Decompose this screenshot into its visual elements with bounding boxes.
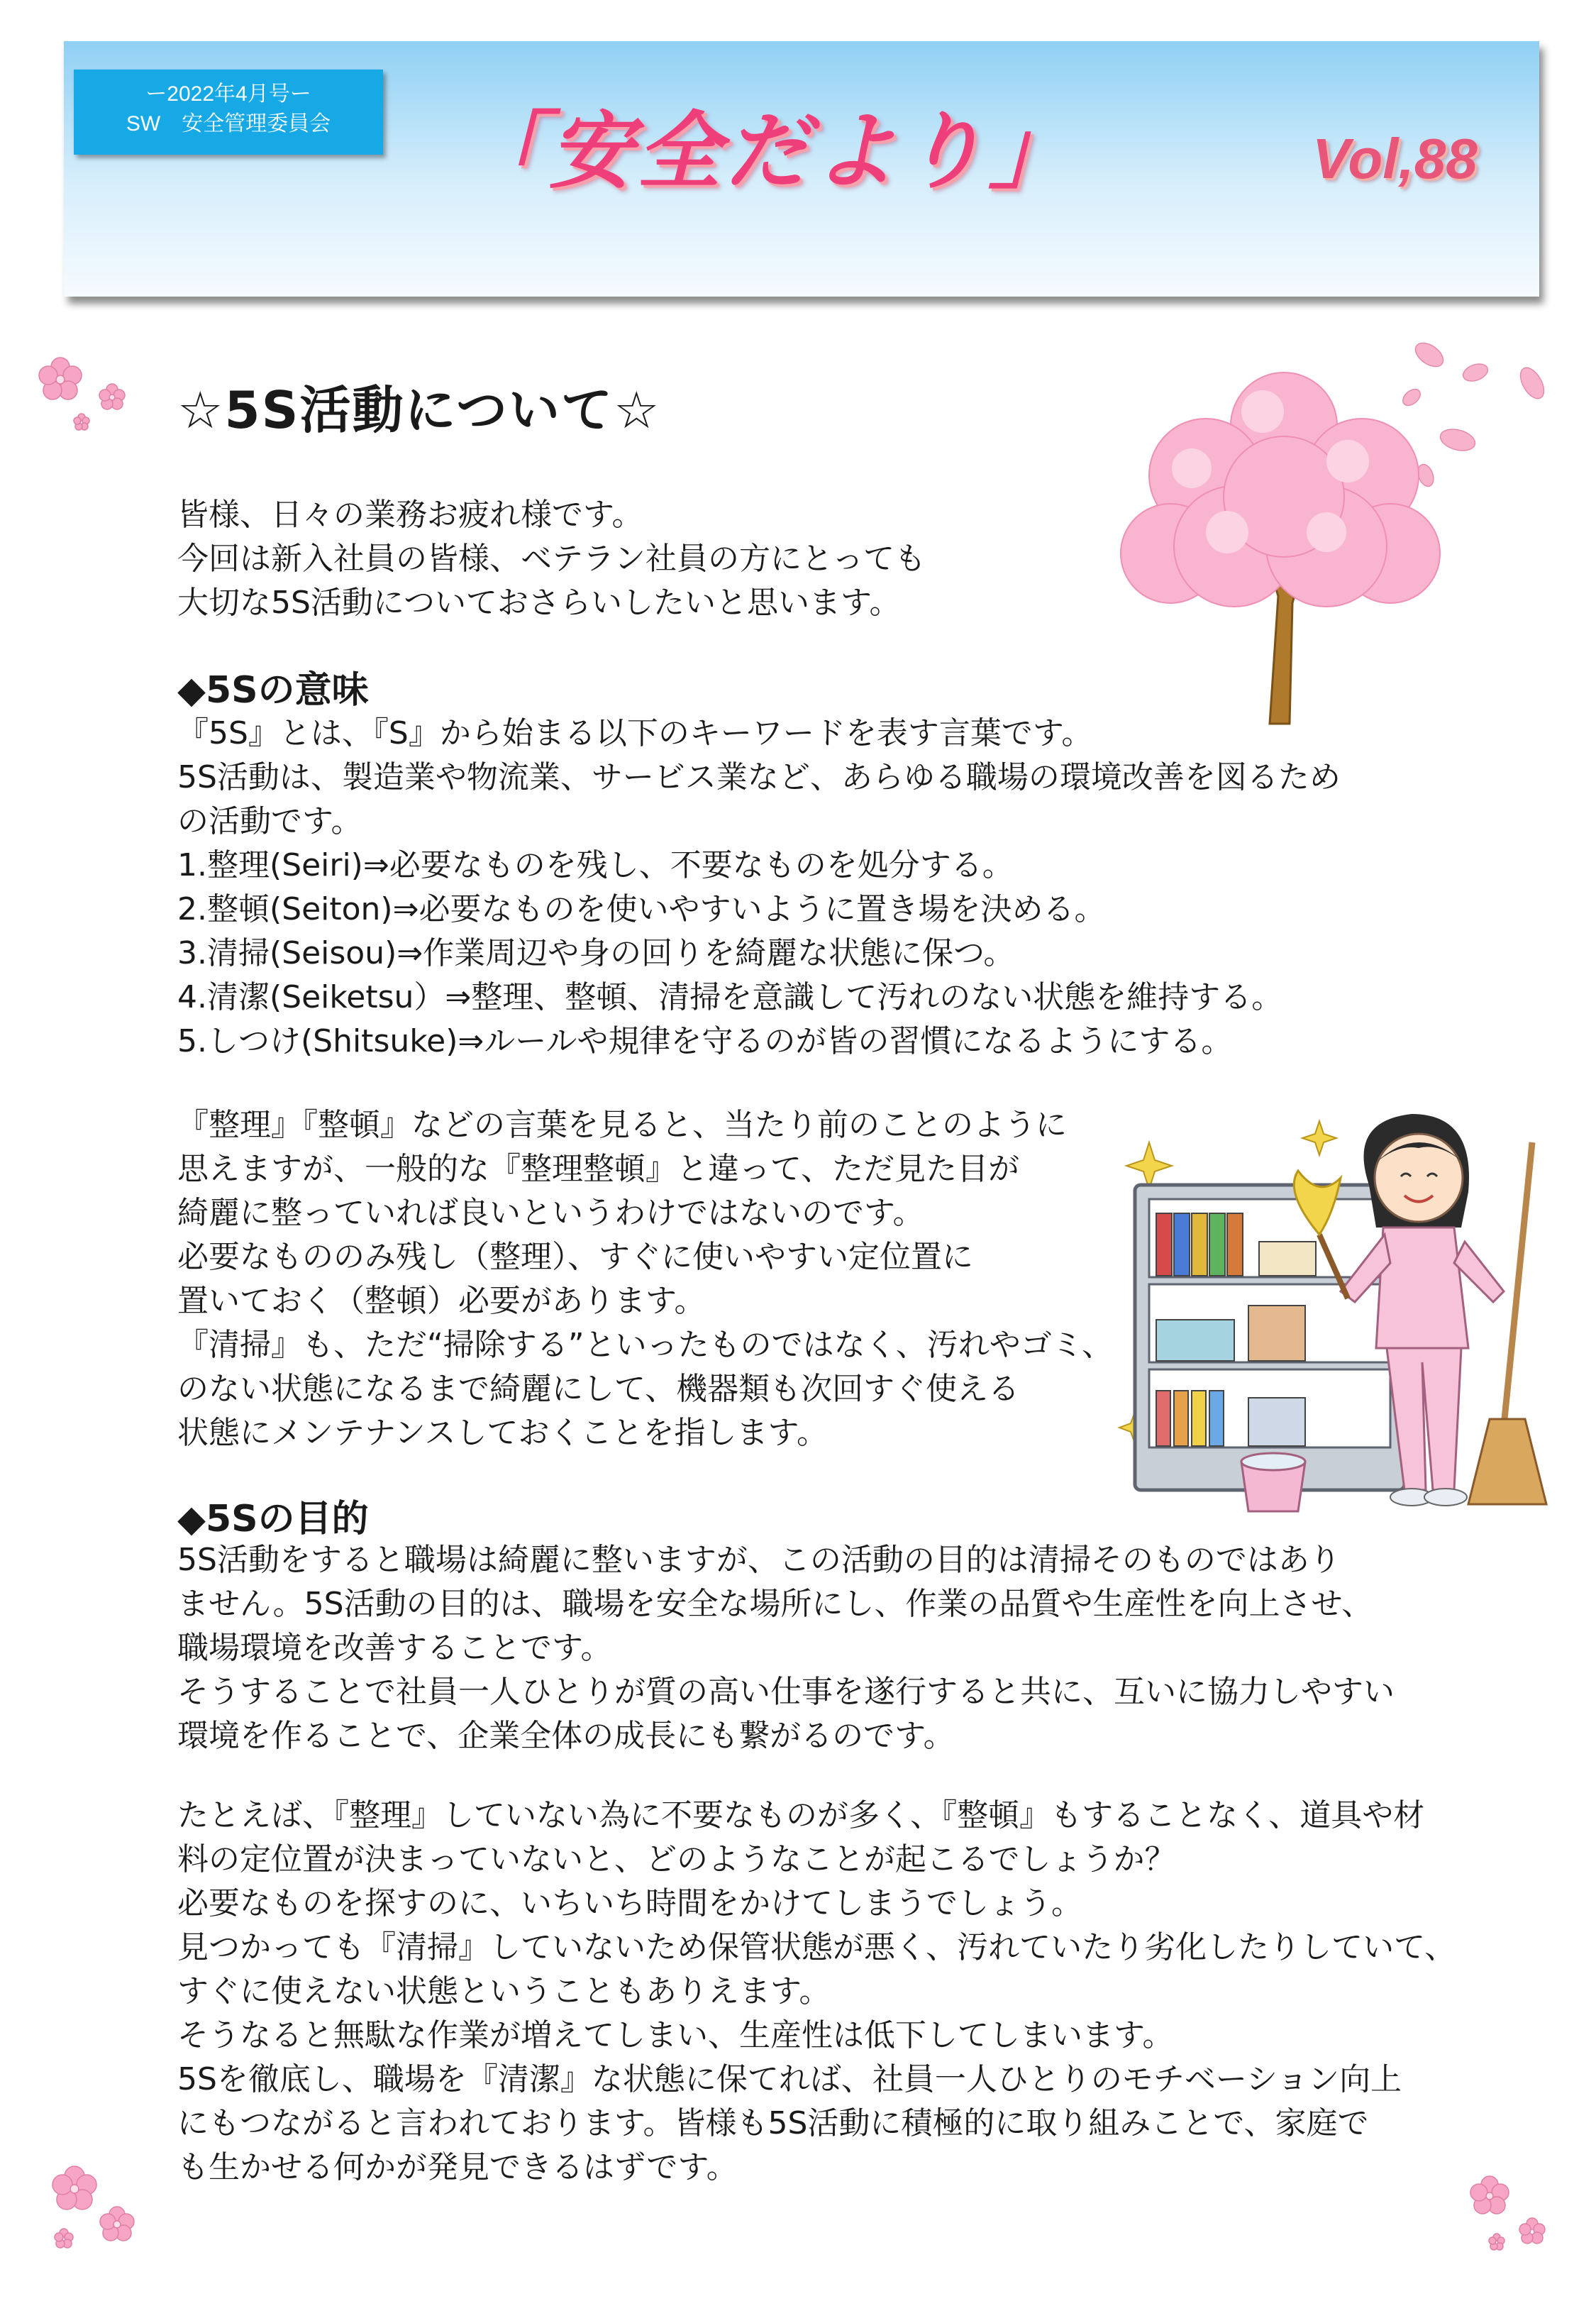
newsletter-title: 「安全だより」 bbox=[461, 102, 1077, 200]
purpose-line: 5S活動をすると職場は綺麗に整いますが、この活動の目的は清掃そのものではあり bbox=[177, 1542, 1341, 1578]
newsletter-header bbox=[64, 41, 1539, 297]
intro-line: 大切な5S活動についておさらいしたいと思います。 bbox=[177, 585, 901, 621]
purpose-line: そうすることで社員一人ひとりが質の高い仕事を遂行すると共に、互いに協力しやすい bbox=[177, 1674, 1395, 1710]
meaning-line: の活動です。 bbox=[177, 803, 362, 839]
intro-line: 今回は新入社員の皆様、ベテラン社員の方にとっても bbox=[177, 541, 926, 577]
explanation-line: 状態にメンテナンスしておくことを指します。 bbox=[177, 1415, 828, 1451]
intro-line: 皆様、日々の業務お疲れ様です。 bbox=[177, 497, 643, 533]
issue-badge bbox=[74, 70, 383, 155]
meaning-item: 1.整理(Seiri)⇒必要なものを残し、不要なものを処分する。 bbox=[177, 847, 1014, 883]
meaning-item: 5.しつけ(Shitsuke)⇒ルールや規律を守るのが皆の習慣になるようにする。 bbox=[177, 1023, 1233, 1059]
example-line: たとえば、『整理』していない為に不要なものが多く、『整頓』もすることなく、道具や材 bbox=[177, 1797, 1425, 1833]
cherry-tree-icon bbox=[1092, 369, 1461, 738]
meaning-item: 4.清潔(Seiketsu）⇒整理、整頓、清掃を意識して汚れのない状態を維持する。 bbox=[177, 979, 1283, 1015]
explanation-line: 必要なもののみ残し（整理）、すぐに使いやすい定位置に bbox=[177, 1239, 973, 1275]
example-line: 必要なものを探すのに、いちいち時間をかけてしまうでしょう。 bbox=[177, 1885, 1082, 1921]
example-paragraph bbox=[177, 1794, 1456, 2058]
explanation-line: のない状態になるまで綺麗にして、機器類も次回すぐ使える bbox=[177, 1371, 1020, 1407]
issue-date: ー2022年4月号ー bbox=[145, 82, 311, 106]
example-line: すぐに使えない状態ということもありえます。 bbox=[177, 1973, 831, 2009]
purpose-line: ません。5S活動の目的は、職場を安全な場所にし、作業の品質や生産性を向上させ、 bbox=[177, 1586, 1373, 1622]
example-line: そうなると無駄な作業が増えてしまい、生産性は低下してしまいます。 bbox=[177, 2017, 1174, 2053]
cleaning-woman-illustration bbox=[1107, 1093, 1561, 1533]
meaning-paragraph bbox=[177, 712, 1341, 1064]
meaning-line: 『5S』とは、『S』から始まる以下のキーワードを表す言葉です。 bbox=[177, 715, 1093, 751]
meaning-heading: ◆5Sの意味 bbox=[177, 669, 369, 712]
example-line: 見つかっても『清掃』していないため保管状態が悪く、汚れていたり劣化したりしていて、 bbox=[177, 1929, 1456, 1965]
purpose-heading: ◆5Sの目的 bbox=[177, 1498, 369, 1540]
main-title: ☆5S活動について☆ bbox=[177, 380, 661, 440]
purpose-line: 職場環境を改善することです。 bbox=[177, 1630, 612, 1666]
explanation-line: 置いておく（整頓）必要があります。 bbox=[177, 1283, 706, 1319]
volume-number: Vol,88 bbox=[1312, 127, 1478, 190]
meaning-item: 2.整頓(Seiton)⇒必要なものを使いやすいように置き場を決める。 bbox=[177, 891, 1106, 927]
meaning-item: 3.清掃(Seisou)⇒作業周辺や身の回りを綺麗な状態に保つ。 bbox=[177, 935, 1015, 971]
explanation-line: 『清掃』も、ただ“掃除する”といったものではなく、汚れやゴミ、 bbox=[177, 1327, 1113, 1363]
purpose-paragraph bbox=[177, 1538, 1395, 1758]
explanation-paragraph bbox=[177, 1103, 1113, 1455]
meaning-line: 5S活動は、製造業や物流業、サービス業など、あらゆる職場の環境改善を図るため bbox=[177, 759, 1341, 795]
closing-line: にもつながると言われております。皆様も5S活動に積極的に取り組みことで、家庭で bbox=[177, 2105, 1369, 2141]
closing-line: 5Sを徹底し、職場を『清潔』な状態に保てれば、社員一人ひとりのモチベーション向上 bbox=[177, 2061, 1402, 2097]
closing-paragraph bbox=[177, 2058, 1402, 2190]
committee-name: SW 安全管理委員会 bbox=[126, 112, 331, 136]
closing-line: も生かせる何かが発見できるはずです。 bbox=[177, 2149, 738, 2185]
purpose-line: 環境を作ることで、企業全体の成長にも繋がるのです。 bbox=[177, 1718, 955, 1754]
explanation-line: 綺麗に整っていれば良いというわけではないのです。 bbox=[177, 1195, 924, 1231]
cherry-blossom-icon bbox=[1454, 2164, 1561, 2263]
cherry-blossom-icon bbox=[35, 2157, 156, 2263]
example-line: 料の定位置が決まっていないと、どのようなことが起こるでしょうか？ bbox=[177, 1841, 1176, 1877]
explanation-line: 思えますが、一般的な『整理整頓』と違って、ただ見た目が bbox=[177, 1151, 1020, 1187]
intro-paragraph bbox=[177, 493, 926, 625]
cherry-blossom-icon bbox=[28, 348, 142, 440]
explanation-line: 『整理』『整頓』などの言葉を見ると、当たり前のことのように bbox=[177, 1107, 1067, 1143]
